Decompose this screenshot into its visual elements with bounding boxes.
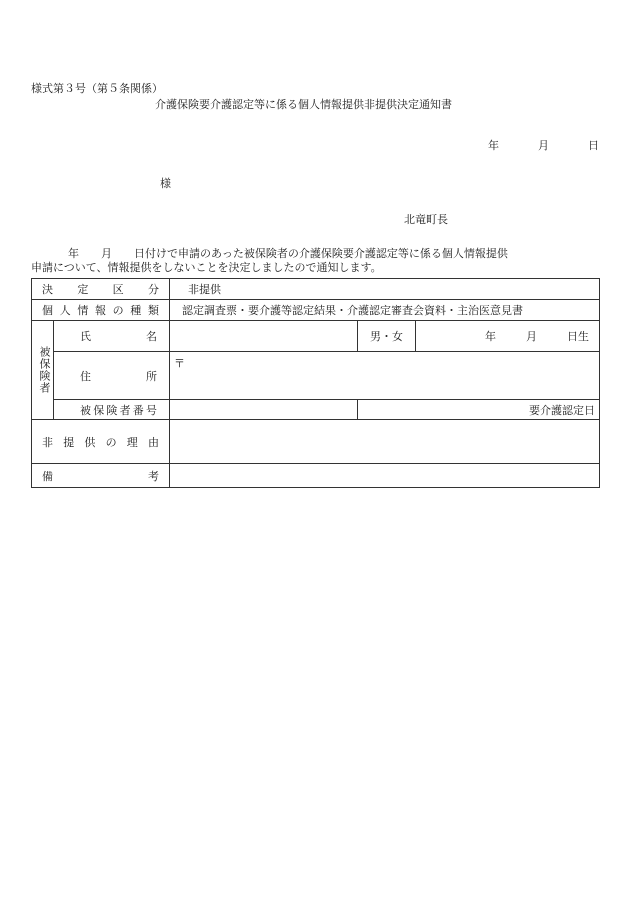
remarks-field[interactable] <box>170 464 600 488</box>
issue-date-month: 月 <box>538 139 549 152</box>
issue-date <box>488 137 599 153</box>
insured-number-field[interactable] <box>170 400 358 420</box>
body-text-line-2: 申請について、情報提供をしないことを決定しましたので通知します。 <box>31 261 382 274</box>
issuer-name: 北竜町長 <box>404 213 448 226</box>
non-provision-reason-field[interactable] <box>170 420 600 464</box>
issue-date-year: 年 <box>488 139 499 152</box>
decision-category-value: 非提供 <box>170 279 600 300</box>
certification-date-label: 要介護認定日 <box>358 400 600 420</box>
address-label: 住 所 <box>54 352 170 400</box>
non-provision-reason-label: 非 提 供 の 理 由 <box>32 420 170 464</box>
postal-mark: 〒 <box>174 357 185 370</box>
issue-date-day: 日 <box>588 139 599 152</box>
remarks-label: 備 考 <box>32 464 170 488</box>
decision-category-label: 決 定 区 分 <box>32 279 170 300</box>
notification-form-table <box>31 278 600 488</box>
birth-date-field[interactable]: 年 月 日生 <box>416 321 600 352</box>
insured-person-label: 被保険者 <box>32 321 54 420</box>
body-text-line-1: 年 月 日付けで申請のあった被保険者の介護保険要介護認定等に係る個人情報提供 <box>68 247 508 260</box>
document-title: 介護保険要介護認定等に係る個人情報提供非提供決定通知書 <box>155 98 452 111</box>
info-type-label: 個 人 情 報 の 種 類 <box>32 300 170 321</box>
sex-field[interactable]: 男・女 <box>358 321 416 352</box>
info-type-value: 認定調査票・要介護等認定結果・介護認定審査会資料・主治医意見書 <box>170 300 600 321</box>
address-field[interactable] <box>170 352 600 400</box>
insured-number-label: 被 保 険 者 番 号 <box>54 400 170 420</box>
name-label: 氏 名 <box>54 321 170 352</box>
form-number: 様式第３号（第５条関係） <box>31 82 163 95</box>
addressee-honorific: 様 <box>160 177 171 190</box>
name-field[interactable] <box>170 321 358 352</box>
